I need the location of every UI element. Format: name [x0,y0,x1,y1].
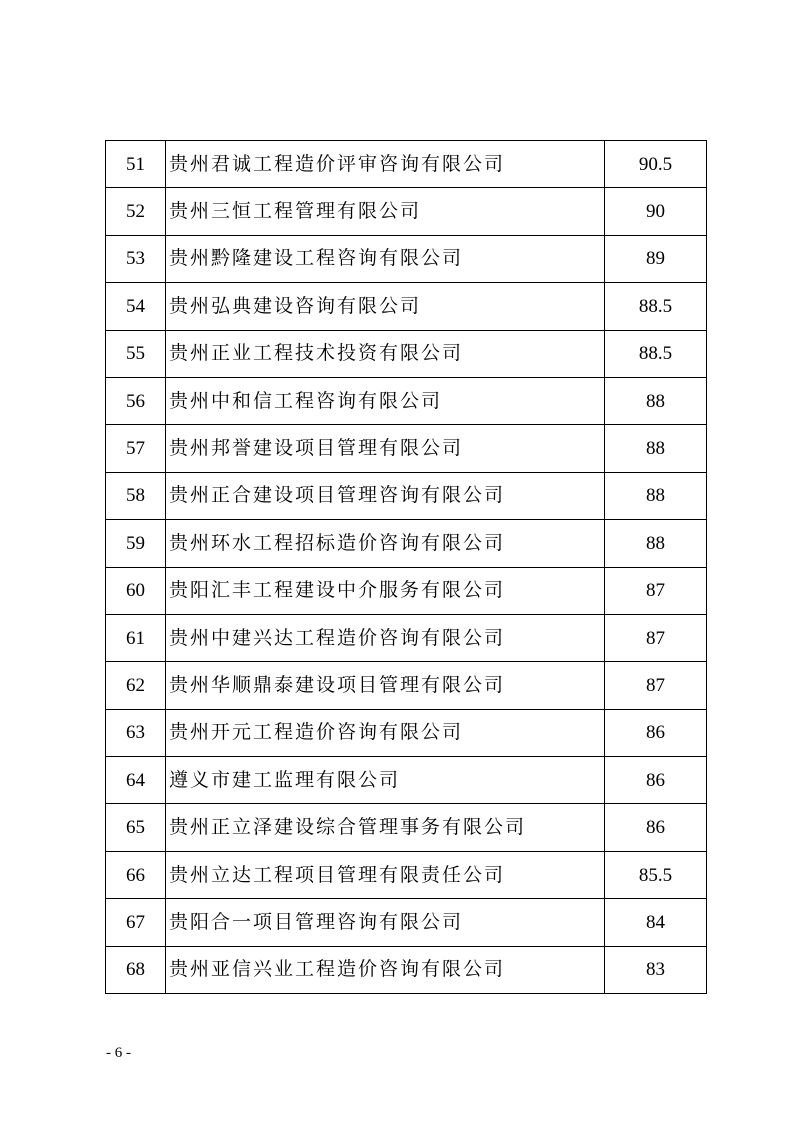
company-name-cell: 贵州立达工程项目管理有限责任公司 [166,851,605,898]
company-name-cell: 贵州弘典建设咨询有限公司 [166,283,605,330]
table-row [106,425,707,472]
company-name-cell: 遵义市建工监理有限公司 [166,757,605,804]
score-cell: 88 [605,472,707,519]
table-row [106,899,707,946]
score-cell: 87 [605,662,707,709]
table-row [106,377,707,424]
table-row [106,567,707,614]
score-cell: 83 [605,946,707,993]
rank-cell: 53 [106,235,166,282]
company-name-cell: 贵州正立泽建设综合管理事务有限公司 [166,804,605,851]
company-name-cell: 贵州正合建设项目管理咨询有限公司 [166,472,605,519]
score-cell: 87 [605,614,707,661]
table-row [106,520,707,567]
table-row [106,188,707,235]
rank-cell: 52 [106,188,166,235]
table-row [106,283,707,330]
table-row [106,472,707,519]
company-name-cell: 贵州黔隆建设工程咨询有限公司 [166,235,605,282]
rank-cell: 55 [106,330,166,377]
score-cell: 86 [605,757,707,804]
ranking-table [105,140,707,994]
table-row [106,709,707,756]
rank-cell: 51 [106,141,166,188]
page-number: - 6 - [106,1045,131,1061]
rank-cell: 67 [106,899,166,946]
table-row [106,946,707,993]
score-cell: 88 [605,425,707,472]
score-cell: 86 [605,709,707,756]
company-name-cell: 贵州三恒工程管理有限公司 [166,188,605,235]
company-name-cell: 贵州中和信工程咨询有限公司 [166,377,605,424]
company-name-cell: 贵州正业工程技术投资有限公司 [166,330,605,377]
score-cell: 88.5 [605,283,707,330]
table-row [106,141,707,188]
rank-cell: 57 [106,425,166,472]
rank-cell: 56 [106,377,166,424]
rank-cell: 60 [106,567,166,614]
rank-cell: 62 [106,662,166,709]
score-cell: 85.5 [605,851,707,898]
table-row [106,804,707,851]
score-cell: 88 [605,520,707,567]
rank-cell: 64 [106,757,166,804]
company-name-cell: 贵州亚信兴业工程造价咨询有限公司 [166,946,605,993]
table-row [106,330,707,377]
rank-cell: 59 [106,520,166,567]
rank-cell: 68 [106,946,166,993]
table-row [106,662,707,709]
rank-cell: 65 [106,804,166,851]
company-name-cell: 贵州开元工程造价咨询有限公司 [166,709,605,756]
company-name-cell: 贵州华顺鼎泰建设项目管理有限公司 [166,662,605,709]
table-row [106,235,707,282]
score-cell: 86 [605,804,707,851]
score-cell: 87 [605,567,707,614]
score-cell: 89 [605,235,707,282]
rank-cell: 58 [106,472,166,519]
company-name-cell: 贵州君诚工程造价评审咨询有限公司 [166,141,605,188]
rank-cell: 66 [106,851,166,898]
rank-cell: 63 [106,709,166,756]
company-name-cell: 贵阳合一项目管理咨询有限公司 [166,899,605,946]
company-name-cell: 贵州环水工程招标造价咨询有限公司 [166,520,605,567]
score-cell: 84 [605,899,707,946]
score-cell: 88.5 [605,330,707,377]
table-row [106,757,707,804]
score-cell: 90.5 [605,141,707,188]
company-name-cell: 贵阳汇丰工程建设中介服务有限公司 [166,567,605,614]
table-row [106,614,707,661]
company-name-cell: 贵州邦誉建设项目管理有限公司 [166,425,605,472]
table-row [106,851,707,898]
company-name-cell: 贵州中建兴达工程造价咨询有限公司 [166,614,605,661]
rank-cell: 61 [106,614,166,661]
rank-cell: 54 [106,283,166,330]
score-cell: 88 [605,377,707,424]
score-cell: 90 [605,188,707,235]
